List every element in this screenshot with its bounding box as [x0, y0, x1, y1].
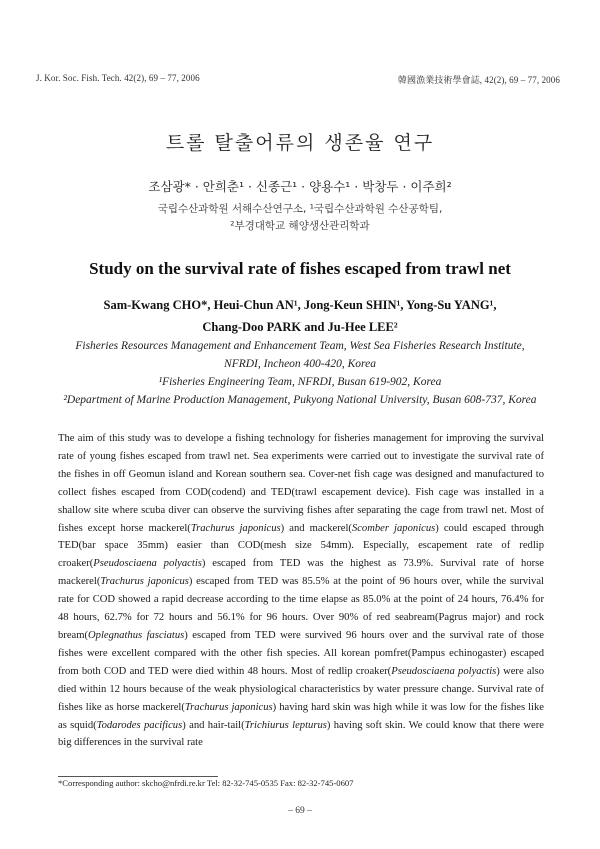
species-name: Todarodes pacificus	[96, 719, 183, 731]
abstract-text: ) escaped from TED was the highest as 73.9%. Survival rate of horse mackerel(	[58, 558, 544, 588]
abstract-text: ) having soft skin. We could know that there were big differences in the survival rate	[58, 719, 544, 749]
corresponding-author-footnote: *Corresponding author: skcho@nfrdi.re.kr Tel: 82-32-745-0535 Fax: 82-32-745-0607	[58, 778, 354, 788]
species-name: Pseudosciaena polyactis	[93, 558, 202, 570]
english-authors-line1: Sam-Kwang CHO*, Heui-Chun AN¹, Jong-Keun SHIN¹, Yong-Su YANG¹,	[103, 298, 497, 312]
species-name: Pseudosciaena polyactis	[391, 665, 497, 677]
species-name: Scomber japonicus	[351, 522, 436, 534]
abstract-paragraph	[58, 430, 544, 752]
abstract	[58, 430, 544, 752]
affiliation-1-line2: NFRDI, Incheon 400-420, Korea	[224, 358, 376, 370]
abstract-text: ) and mackerel(	[280, 522, 352, 534]
affiliation-2: ¹Fisheries Engineering Team, NFRDI, Busan 619-902, Korea	[158, 376, 442, 388]
species-name: Trachurus japonicus	[184, 701, 273, 713]
english-authors-line2: Chang-Doo PARK and Ju-Hee LEE²	[202, 320, 398, 334]
affiliation-3: ²Department of Marine Production Management, Pukyong National University, Busan 608-737, Korea	[63, 394, 537, 406]
species-name: Oplegnathus fasciatus	[88, 629, 185, 641]
korean-authors: 조삼광* · 안희춘¹ · 신종근¹ · 양용수¹ · 박창두 · 이주희²	[148, 179, 452, 194]
korean-title: 트롤 탈출어류의 생존율 연구	[165, 132, 435, 154]
journal-header-right: 韓國漁業技術學會誌, 42(2), 69 – 77, 2006	[397, 75, 560, 85]
abstract-text: ) escaped from TED were survived 96 hours over and the survival rate of those fishes were excellent compared with the other fish species. All korean pomfret(Pampus echinogaster) escaped from both COD and TED were died within 48 hours. Most of redlip croaker(	[58, 629, 544, 677]
korean-affiliation-line1: 국립수산과학원 서해수산연구소, ¹국립수산과학원 수산공학팀,	[157, 203, 443, 215]
abstract-text: ) were also died within 12 hours because of the weak physiological characteristics by water pressure change. Survival rate of fishes like as horse mackerel(	[58, 665, 544, 713]
species-name: Trichiurus lepturus	[244, 719, 327, 731]
journal-header-left: J. Kor. Soc. Fish. Tech. 42(2), 69 – 77, 2006	[36, 73, 200, 83]
korean-affiliation-line2: ²부경대학교 해양생산관리학과	[230, 220, 370, 232]
species-name: Trachurus japonicus	[100, 576, 189, 588]
abstract-text: The aim of this study was to develope a fishing technology for fisheries management for improving the survival rate of young fishes escaped from trawl net. Sea experiments were carried out to investigate the survival rate of the fishes in off Geomun island and Korean southern sea. Cover-net fish cage was designed and manufactured to collect fishes escaped from COD(codend) and TED(trawl escapement device). Fish cage was installed in a shallow site where scuba diver can observe the surviving fishes after separating the cage from trawl net. Most of fishes except horse mackerel(	[58, 433, 544, 534]
abstract-text: ) could escaped through TED(bar space 35mm) easier than COD(mesh size 54mm). Especially, escapement rate of redlip croaker(	[58, 522, 544, 570]
page-number: – 69 –	[288, 806, 312, 816]
footnote-divider	[58, 776, 218, 777]
species-name: Trachurus japonicus	[190, 522, 281, 534]
english-title: Study on the survival rate of fishes escaped from trawl net	[89, 259, 511, 278]
abstract-text: ) and hair-tail(	[182, 719, 245, 731]
abstract-text: ) having hard skin was high while it was low for the fishes like as squid(	[58, 701, 544, 731]
affiliation-1-line1: Fisheries Resources Management and Enhancement Team, West Sea Fisheries Research Institute,	[75, 340, 525, 352]
abstract-text: ) escaped from TED was 85.5% at the point of 96 hours over, while the survival rate for COD showed a rapid decrease according to the time elapse as 85.0% at the point of 24 hours, 76.4% for 48 hours, 62.7% for 72 hours and 56.1% for 96 hours. Over 90% of red seabream(Pagrus major) and rock bream(	[58, 576, 544, 641]
